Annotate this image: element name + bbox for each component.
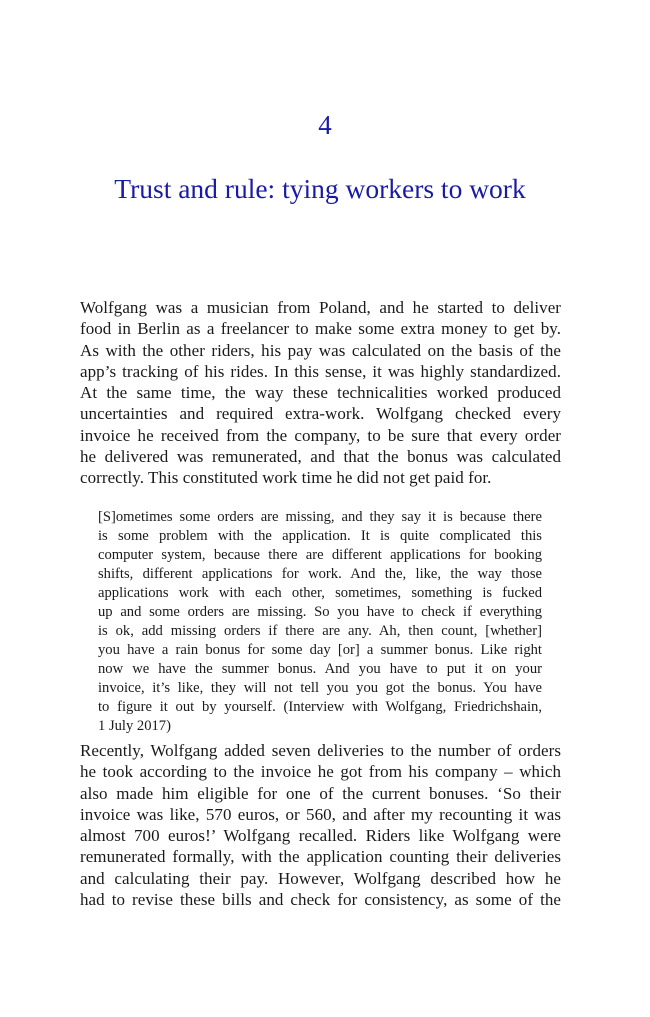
interview-block-quote (98, 508, 542, 736)
text-line: Wolfgang was a musician from Poland, and he started to deliver (80, 298, 561, 317)
body-paragraph (80, 297, 561, 489)
text-line: he delivered was remunerated, and that the bonus was calculated (80, 447, 561, 467)
quote-line: is some problem with the application. It is quite complicated this (98, 528, 542, 544)
chapter-title: Trust and rule: tying workers to work (114, 173, 526, 204)
text-line: he took according to the invoice he got from his company – which (80, 762, 561, 782)
quote-line: invoice, it’s like, they will not tell you you got the bonus. You have (98, 680, 542, 696)
quote-line: computer system, because there are different applications for booking (98, 547, 542, 563)
text-line: Recently, Wolfgang added seven deliveries to the number of orders (80, 741, 561, 760)
quote-line: to figure it out by yourself. (Interview with Wolfgang, Friedrichshain, (98, 699, 542, 715)
text-line: invoice he received from the company, to be sure that every order (80, 425, 561, 445)
body-paragraph (80, 740, 561, 910)
text-line: invoice was like, 570 euros, or 560, and after my recounting it was (80, 804, 561, 824)
text-line: At the same time, the way these technicalities worked produced (80, 383, 561, 403)
text-line: app’s tracking of his rides. In this sense, it was highly standardized. (80, 361, 561, 381)
text-line: had to revise these bills and check for consistency, as some of the (80, 890, 561, 910)
quote-line: up and some orders are missing. So you have to check if everything (98, 604, 542, 620)
text-line: and calculating their pay. However, Wolfgang described how he (80, 868, 561, 888)
text-line: food in Berlin as a freelancer to make some extra money to get by. (80, 319, 561, 339)
text-line: uncertainties and required extra-work. Wolfgang checked every (80, 404, 561, 424)
quote-line: you have a rain bonus for some day [or] a summer bonus. Like right (98, 642, 542, 658)
quote-line: [S]ometimes some orders are missing, and they say it is because there (98, 509, 542, 525)
quote-line: 1 July 2017) (98, 718, 171, 734)
quote-line: applications work with each other, sometimes, something is fucked (98, 585, 542, 601)
chapter-number: 4 (318, 110, 332, 140)
text-line: almost 700 euros!’ Wolfgang recalled. Riders like Wolfgang were (80, 826, 561, 846)
text-line: remunerated formally, with the application counting their deliveries (80, 847, 561, 867)
quote-line: now we have the summer bonus. And you have to put it on your (98, 661, 542, 677)
text-line: correctly. This constituted work time he did not get paid for. (80, 468, 492, 488)
text-line: As with the other riders, his pay was calculated on the basis of the (80, 340, 561, 360)
text-line: also made him eligible for one of the current bonuses. ‘So their (80, 783, 561, 803)
quote-line: shifts, different applications for work. And the, like, the way those (98, 566, 542, 582)
quote-line: is ok, add missing orders if there are any. Ah, then count, [whether] (98, 623, 542, 639)
